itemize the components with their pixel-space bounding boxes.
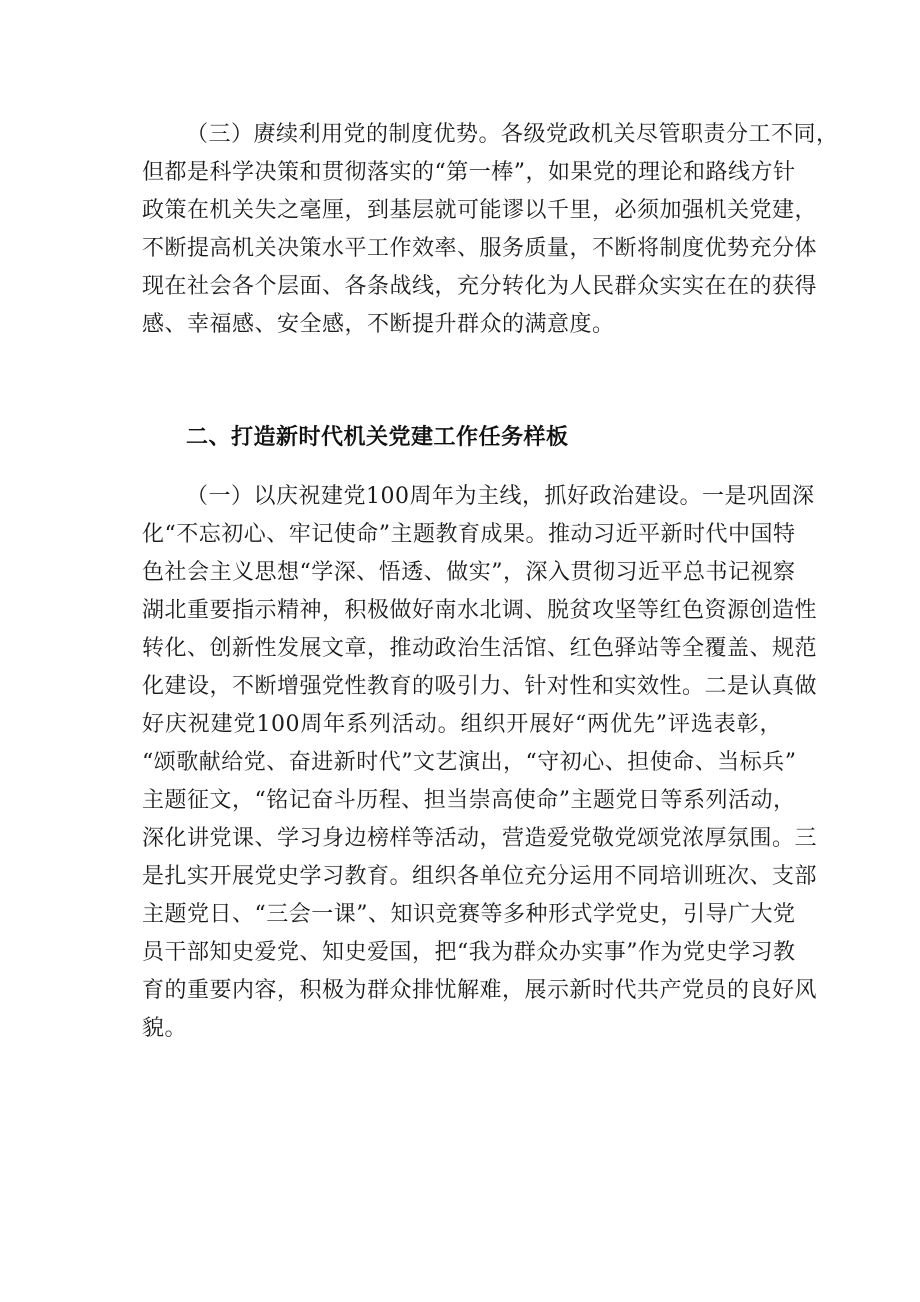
text-line: 主题党日、“三会一课”、知识竞赛等多种形式学党史，引导广大党 (142, 902, 796, 927)
section-heading: 二、打造新时代机关党建工作任务样板 (186, 425, 569, 450)
text-line: 貌。 (142, 1016, 188, 1041)
text-line: 但都是科学决策和贯彻落实的“第一棒”，如果党的理论和路线方针 (142, 160, 796, 185)
text-line: 化“不忘初心、牢记使命”主题教育成果。推动习近平新时代中国特 (142, 522, 796, 547)
text-line: 现在社会各个层面、各条战线，充分转化为人民群众实实在在的获得 (142, 274, 818, 299)
text-line: 感、幸福感、安全感，不断提升群众的满意度。 (142, 312, 615, 337)
text-line: 深化讲党课、学习身边榜样等活动，营造爱党敬党颂党浓厚氛围。三 (142, 826, 818, 851)
paragraph-political-construction (142, 478, 818, 1048)
text-line: 好庆祝建党100周年系列活动。组织开展好“两优先”评选表彰， (142, 712, 782, 737)
text-line: （一）以庆祝建党100周年为主线，抓好政治建设。一是巩固深 (186, 484, 815, 509)
text-line: 育的重要内容，积极为群众排忧解难，展示新时代共产党员的良好风 (142, 978, 818, 1003)
paragraph-institutional-advantage (142, 116, 839, 344)
text-line: 转化、创新性发展文章，推动政治生活馆、红色驿站等全覆盖、规范 (142, 636, 818, 661)
text-line: 主题征文，“铭记奋斗历程、担当崇高使命”主题党日等系列活动， (142, 788, 796, 813)
text-line: 色社会主义思想“学深、悟透、做实”，深入贯彻习近平总书记视察 (142, 560, 796, 585)
text-line: 是扎实开展党史学习教育。组织各单位充分运用不同培训班次、支部 (142, 864, 818, 889)
text-line: 政策在机关失之毫厘，到基层就可能谬以千里，必须加强机关党建， (142, 198, 818, 223)
text-line: 化建设，不断增强党性教育的吸引力、针对性和实效性。二是认真做 (142, 674, 818, 699)
text-line: （三）赓续利用党的制度优势。各级党政机关尽管职责分工不同， (186, 122, 839, 147)
text-line: 员干部知史爱党、知史爱国，把“我为群众办实事”作为党史学习教 (142, 940, 796, 965)
text-line: “颂歌献给党、奋进新时代”文艺演出，“守初心、担使命、当标兵” (142, 750, 797, 775)
text-line: 不断提高机关决策水平工作效率、服务质量，不断将制度优势充分体 (142, 236, 818, 261)
text-line: 湖北重要指示精神，积极做好南水北调、脱贫攻坚等红色资源创造性 (142, 598, 818, 623)
